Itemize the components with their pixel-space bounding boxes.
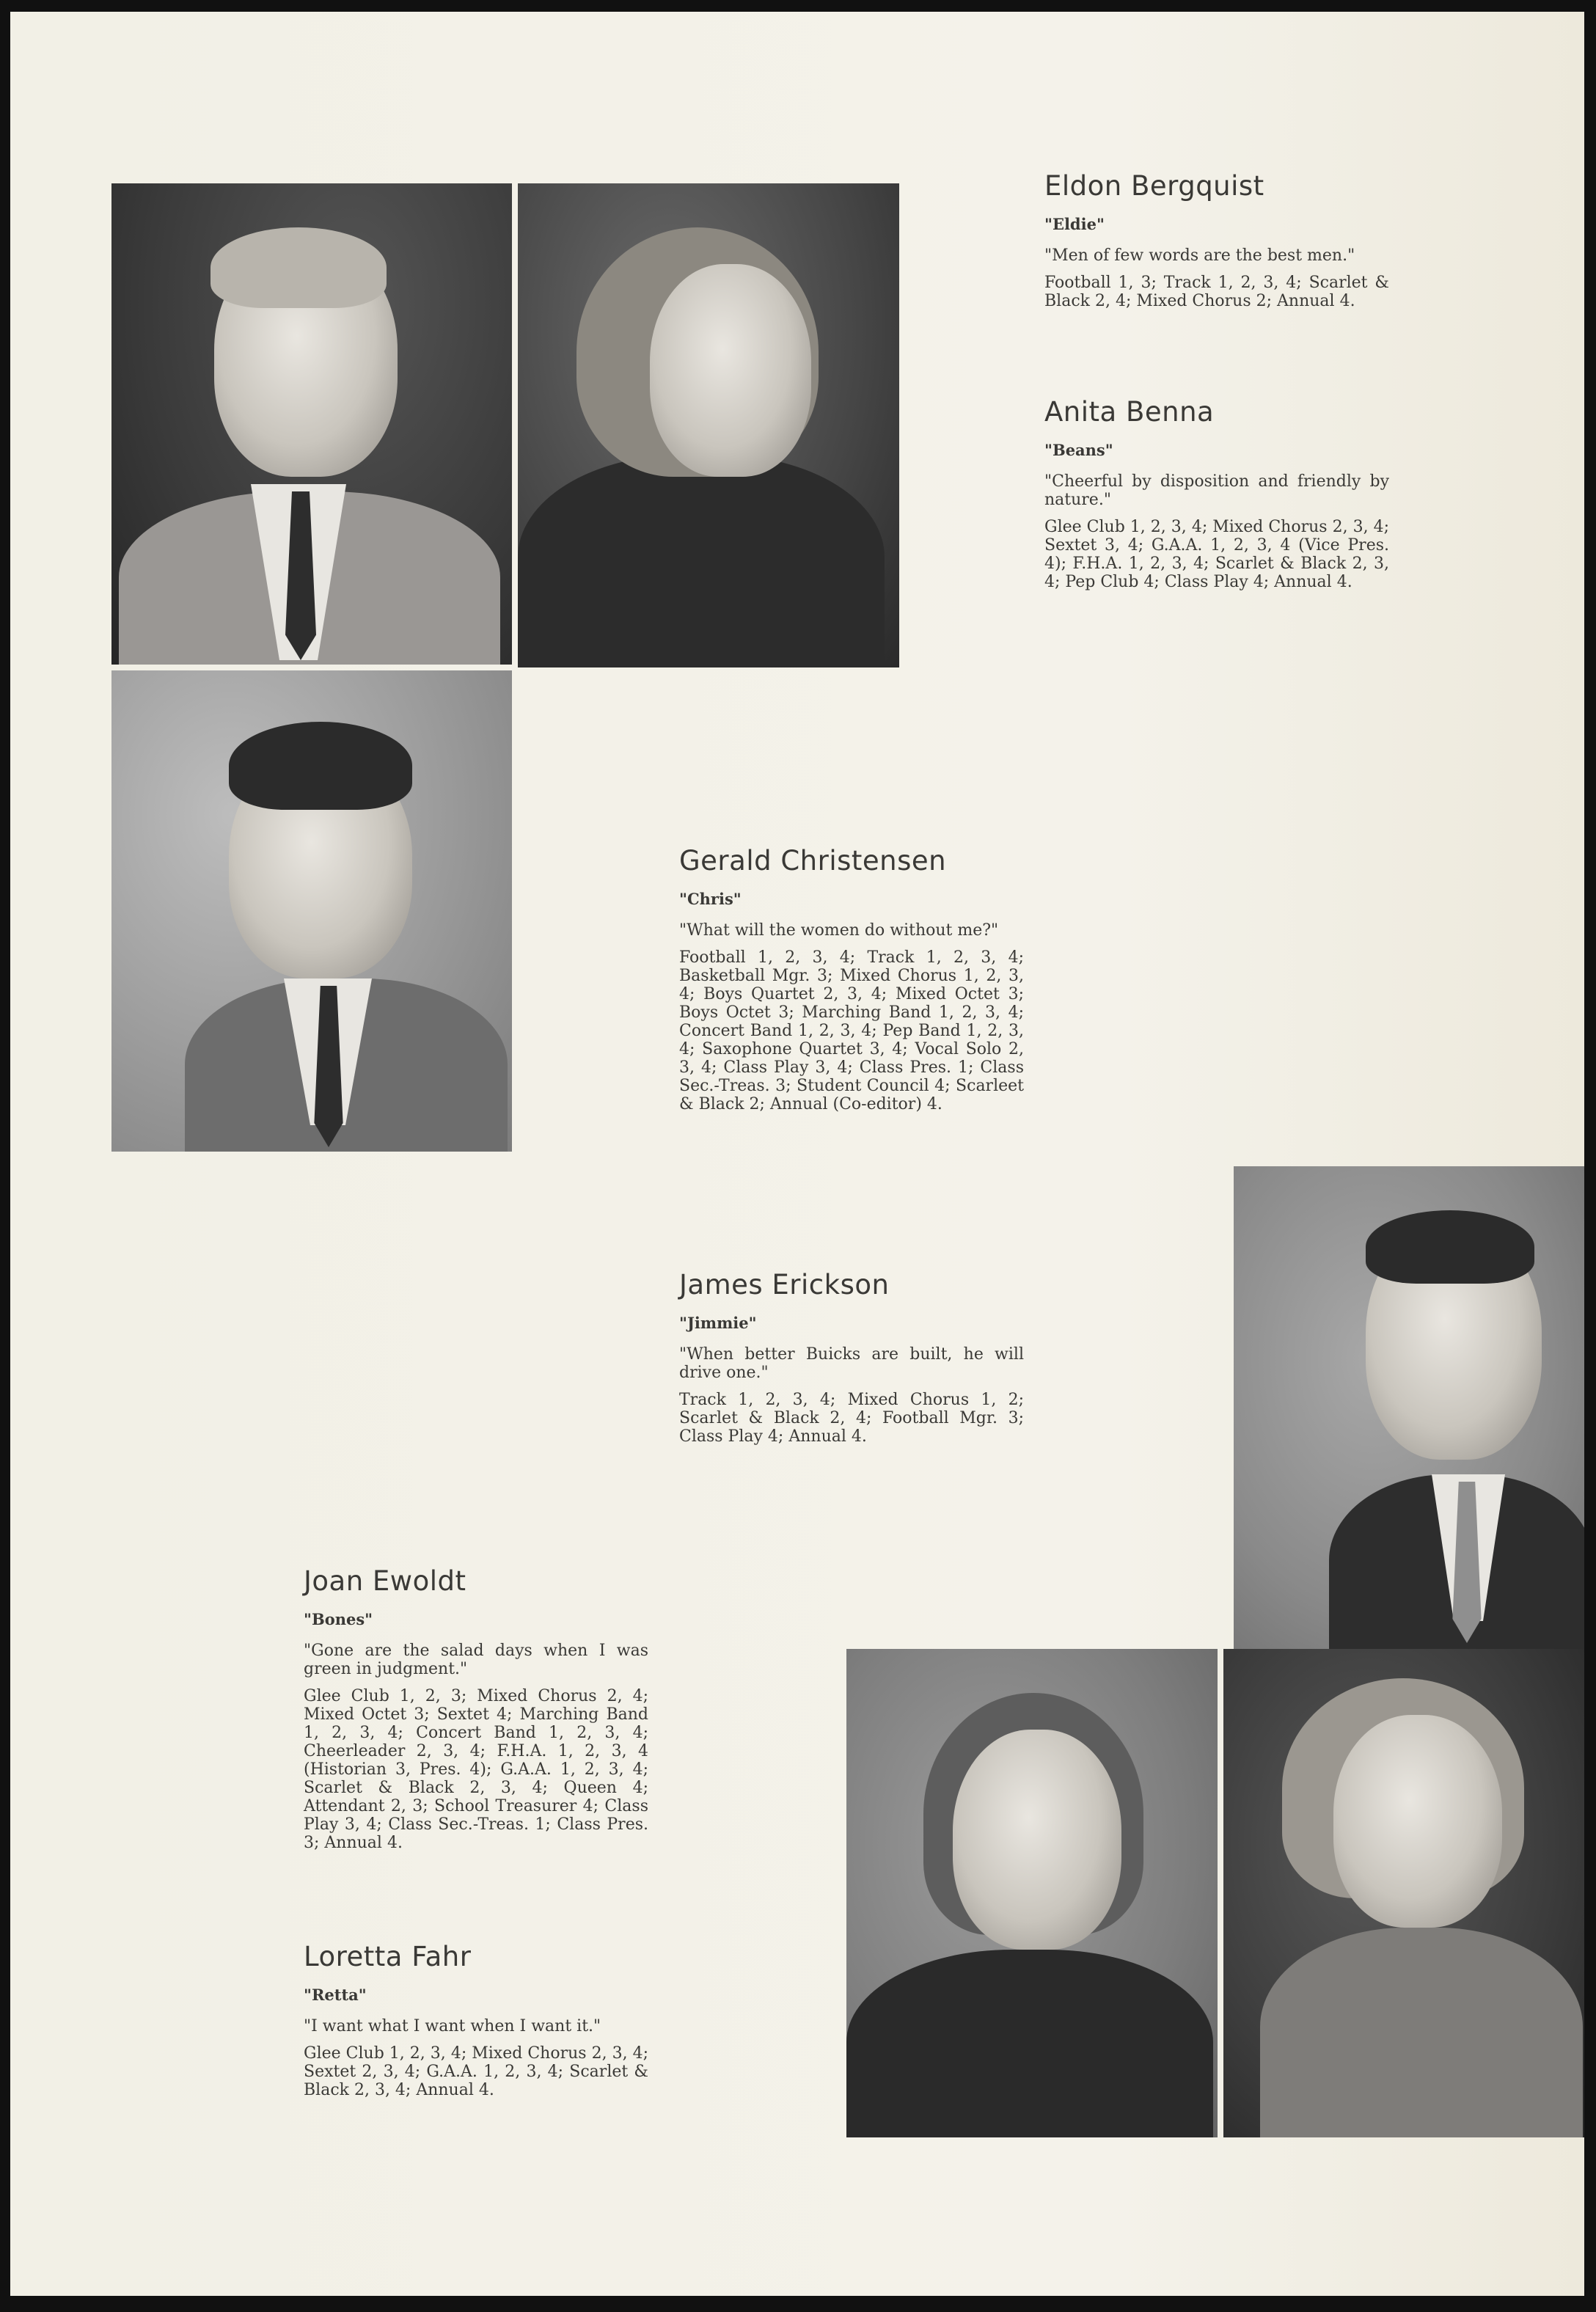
student-nickname: "Eldie" <box>1044 215 1105 233</box>
portrait-photo-eldon-bergquist <box>111 183 512 665</box>
student-quote: "When better Buicks are built, he will drive one." <box>679 1345 1024 1382</box>
portrait-photo-anita-benna <box>518 183 899 667</box>
portrait-photo-joan-ewoldt <box>846 1649 1218 2137</box>
student-activities: Glee Club 1, 2, 3, 4; Mixed Chorus 2, 3, 4; Sextet 3, 4; G.A.A. 1, 2, 3, 4 (Vice Pres. 4); F.H.A. 1, 2, 3, 4; Scarlet & Black 2, 3, 4; Pep Club 4; Class Play 4; Annual 4. <box>1044 518 1389 591</box>
student-activities: Football 1, 3; Track 1, 2, 3, 4; Scarlet & Black 2, 4; Mixed Chorus 2; Annual 4. <box>1044 274 1389 310</box>
student-name: Anita Benna <box>1044 396 1215 428</box>
student-activities: Glee Club 1, 2, 3; Mixed Chorus 2, 4; Mixed Octet 3; Sextet 4; Marching Band 1, 2, 3, 4; Concert Band 1, 2, 3, 4; Cheerleader 2, 3, 4; F.H.A. 1, 2, 3, 4 (Historian 3, Pres. 4); G.A.A. 1, 2, 3, 4; Scarlet & Black 2, 3, 4; Queen 4; Attendant 2, 3; School Treasurer 4; Class Play 3, 4; Class Sec.-Treas. 1; Class Pres. 3; Annual 4. <box>304 1687 648 1852</box>
student-name: Eldon Bergquist <box>1044 170 1264 202</box>
yearbook-page <box>10 12 1584 2296</box>
student-activities: Football 1, 2, 3, 4; Track 1, 2, 3, 4; Basketball Mgr. 3; Mixed Chorus 1, 2, 3, 4; Boys Quartet 2, 3, 4; Mixed Octet 3; Boys Octet 3; Marching Band 1, 2, 3, 4; Concert Band 1, 2, 3, 4; Pep Band 1, 2, 3, 4; Saxophone Quartet 3, 4; Vocal Solo 2, 3, 4; Class Play 3, 4; Class Pres. 1; Class Sec.-Treas. 3; Student Council 4; Scarleet & Black 2; Annual (Co-editor) 4. <box>679 948 1024 1113</box>
student-quote: "I want what I want when I want it." <box>304 2017 601 2035</box>
student-activities: Glee Club 1, 2, 3, 4; Mixed Chorus 2, 3, 4; Sextet 2, 3, 4; G.A.A. 1, 2, 3, 4; Scarlet & Black 2, 3, 4; Annual 4. <box>304 2044 648 2099</box>
portrait-photo-loretta-fahr <box>1223 1649 1584 2137</box>
student-name: James Erickson <box>679 1269 890 1300</box>
entry-loretta-fahr <box>304 1941 648 2108</box>
student-nickname: "Bones" <box>304 1610 373 1628</box>
student-nickname: "Retta" <box>304 1986 367 2004</box>
student-quote: "Cheerful by disposition and friendly by nature." <box>1044 472 1389 509</box>
student-quote: "Men of few words are the best men." <box>1044 246 1355 265</box>
entry-gerald-christensen <box>679 845 1024 1122</box>
student-quote: "Gone are the salad days when I was green in judgment." <box>304 1642 648 1678</box>
entry-james-erickson <box>679 1269 1024 1455</box>
student-quote: "What will the women do without me?" <box>679 921 999 940</box>
student-nickname: "Jimmie" <box>679 1314 757 1332</box>
student-name: Joan Ewoldt <box>304 1565 466 1597</box>
student-activities: Track 1, 2, 3, 4; Mixed Chorus 1, 2; Scarlet & Black 2, 4; Football Mgr. 3; Class Play 4; Annual 4. <box>679 1391 1024 1446</box>
entry-eldon-bergquist <box>1044 170 1389 319</box>
entry-joan-ewoldt <box>304 1565 648 1861</box>
portrait-photo-james-erickson <box>1234 1166 1584 1650</box>
student-name: Gerald Christensen <box>679 845 947 877</box>
portrait-photo-gerald-christensen <box>111 670 512 1152</box>
student-name: Loretta Fahr <box>304 1941 472 1972</box>
student-nickname: "Beans" <box>1044 441 1113 459</box>
student-nickname: "Chris" <box>679 890 742 908</box>
entry-anita-benna <box>1044 396 1389 600</box>
